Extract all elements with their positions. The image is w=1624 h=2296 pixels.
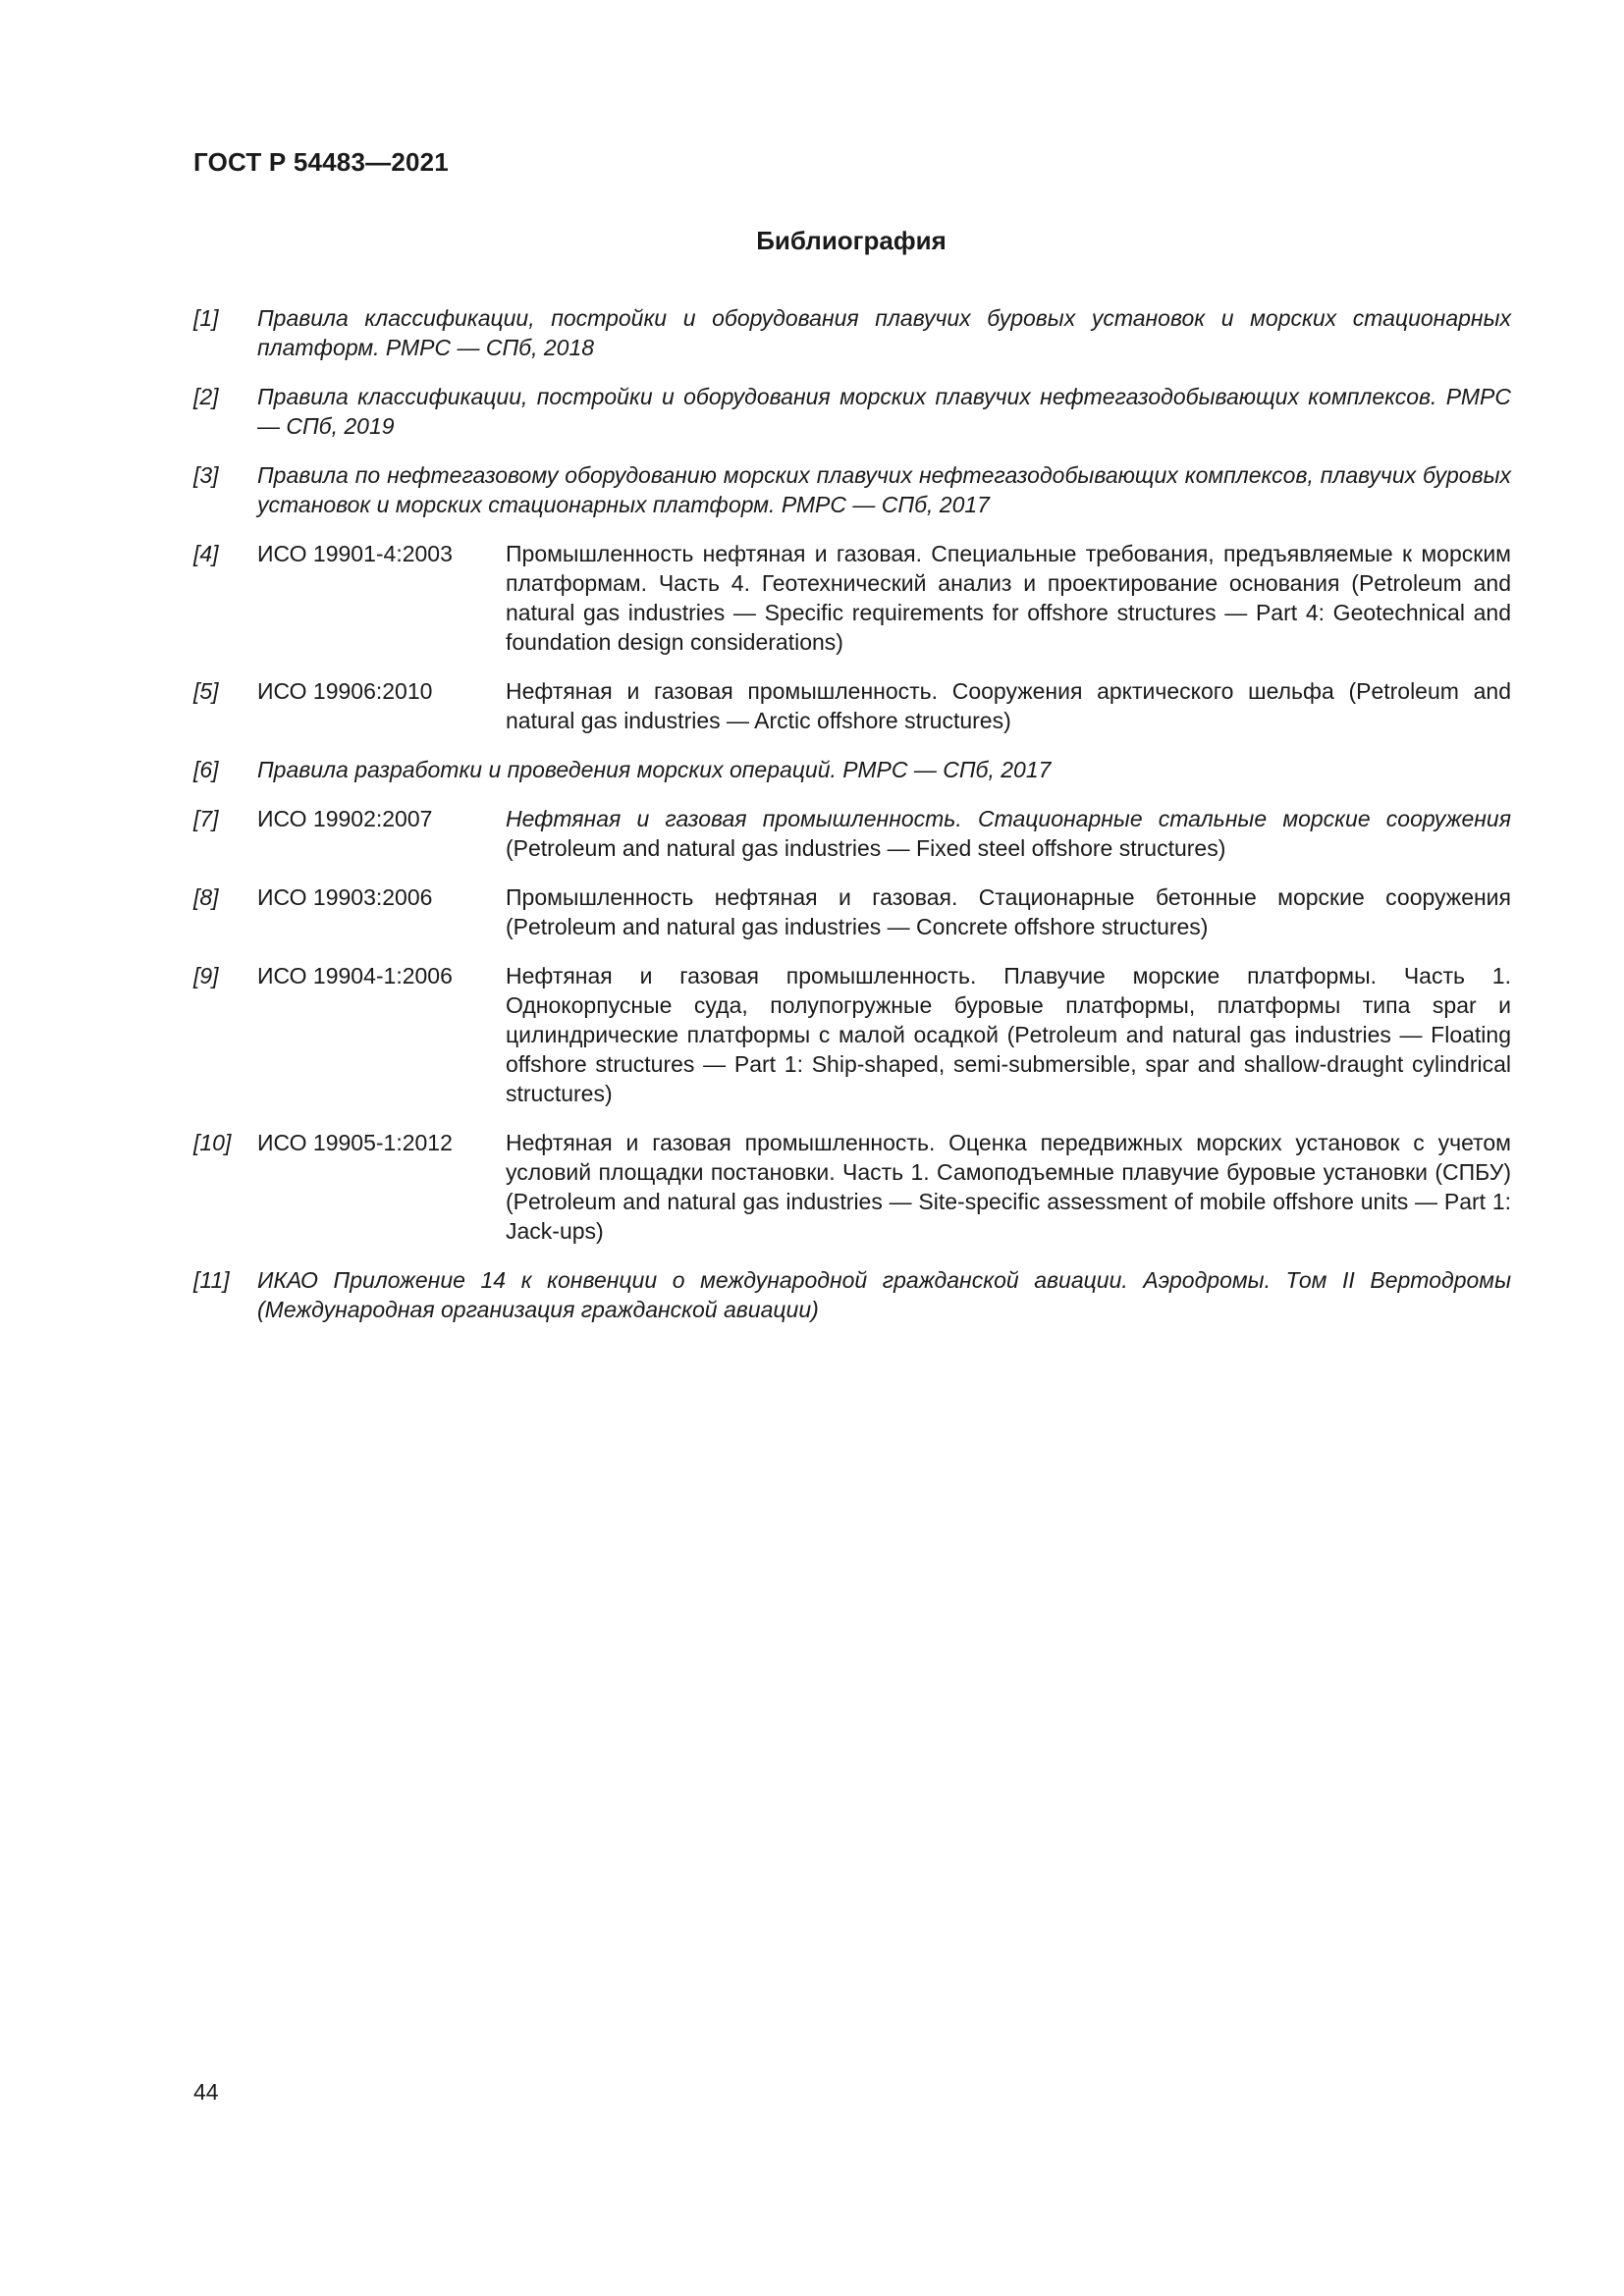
document-code-header: ГОСТ Р 54483—2021 <box>193 147 449 177</box>
entry-description: Нефтяная и газовая промышленность. Сооружения арктического шельфа (Petroleum and natural gas industries — Arctic offshore structures) <box>506 678 1511 733</box>
entry-description-rest: (Petroleum and natural gas industries — Fixed steel offshore structures) <box>506 835 1226 861</box>
section-title: Библиография <box>756 226 947 255</box>
entry-text: Правила по нефтегазовому оборудованию морских плавучих нефтегазодобывающих комплексов, плавучих буровых установок и морских стационарных платформ. РМРС — СПб, 2017 <box>257 462 1511 517</box>
bibliography-entry <box>193 961 1511 1108</box>
entry-number: [7] <box>193 806 219 831</box>
entry-number: [2] <box>193 384 219 409</box>
bibliography-list <box>193 303 1511 1344</box>
entry-number: [3] <box>193 462 219 488</box>
entry-number: [8] <box>193 884 219 910</box>
bibliography-entry <box>193 382 1511 441</box>
entry-description: Промышленность нефтяная и газовая. Стационарные бетонные морские сооружения (Petroleum and natural gas industries — Concrete offshore structures) <box>506 884 1511 939</box>
entry-standard-code: ИСО 19904-1:2006 <box>257 963 453 988</box>
bibliography-entry <box>193 882 1511 941</box>
entry-number: [4] <box>193 541 219 566</box>
entry-number: [11] <box>193 1267 230 1293</box>
entry-description: Нефтяная и газовая промышленность. Плавучие морские платформы. Часть 1. Однокорпусные суда, полупогружные буровые платформы, платформы типа spar и цилиндрические платформы с малой осадкой (Petroleum and natural gas industries — Floating offshore structures — Part 1: Ship-shaped, semi-submersible, spar and shallow-draught cylindrical structures) <box>506 963 1511 1106</box>
bibliography-entry <box>193 755 1511 784</box>
entry-text: ИКАО Приложение 14 к конвенции о международной гражданской авиации. Аэродромы. Том II Вертодромы (Международная организация гражданской авиации) <box>257 1267 1511 1322</box>
bibliography-entry <box>193 1265 1511 1324</box>
entry-standard-code: ИСО 19906:2010 <box>257 678 433 704</box>
entry-number: [1] <box>193 305 219 331</box>
bibliography-entry <box>193 804 1511 863</box>
entry-number: [5] <box>193 678 219 704</box>
entry-standard-code: ИСО 19901-4:2003 <box>257 541 453 566</box>
entry-number: [6] <box>193 757 219 782</box>
bibliography-entry <box>193 460 1511 519</box>
bibliography-entry <box>193 676 1511 735</box>
entry-description: Промышленность нефтяная и газовая. Специальные требования, предъявляемые к морским платформам. Часть 4. Геотехнический анализ и проектирование основания (Petroleum and natural gas industries — Specific requirements for offshore structures — Part 4: Geotechnical and foundation design considerations) <box>506 541 1511 655</box>
entry-description: Нефтяная и газовая промышленность. Оценка передвижных морских установок с учетом условий площадки постановки. Часть 1. Самоподъемные плавучие буровые установки (СПБУ) (Petroleum and natural gas industries — Site-specific assessment of mobile offshore units — Part 1: Jack-ups) <box>506 1130 1511 1244</box>
entry-standard-code: ИСО 19903:2006 <box>257 884 433 910</box>
entry-description <box>506 804 1511 863</box>
entry-standard-code: ИСО 19902:2007 <box>257 806 433 831</box>
entry-standard-code: ИСО 19905-1:2012 <box>257 1130 453 1155</box>
entry-number: [10] <box>193 1130 232 1155</box>
entry-text: Правила разработки и проведения морских операций. РМРС — СПб, 2017 <box>257 757 1052 782</box>
entry-text: Правила классификации, постройки и оборудования морских плавучих нефтегазодобывающих комплексов. РМРС — СПб, 2019 <box>257 384 1511 439</box>
entry-description-italic: Нефтяная и газовая промышленность. Стационарные стальные морские сооружения <box>506 806 1511 831</box>
entry-text: Правила классификации, постройки и оборудования плавучих буровых установок и морских стационарных платформ. РМРС — СПб, 2018 <box>257 305 1511 360</box>
bibliography-entry <box>193 303 1511 362</box>
entry-number: [9] <box>193 963 219 988</box>
bibliography-entry <box>193 1128 1511 1246</box>
bibliography-entry <box>193 539 1511 657</box>
page-number: 44 <box>193 2079 219 2105</box>
